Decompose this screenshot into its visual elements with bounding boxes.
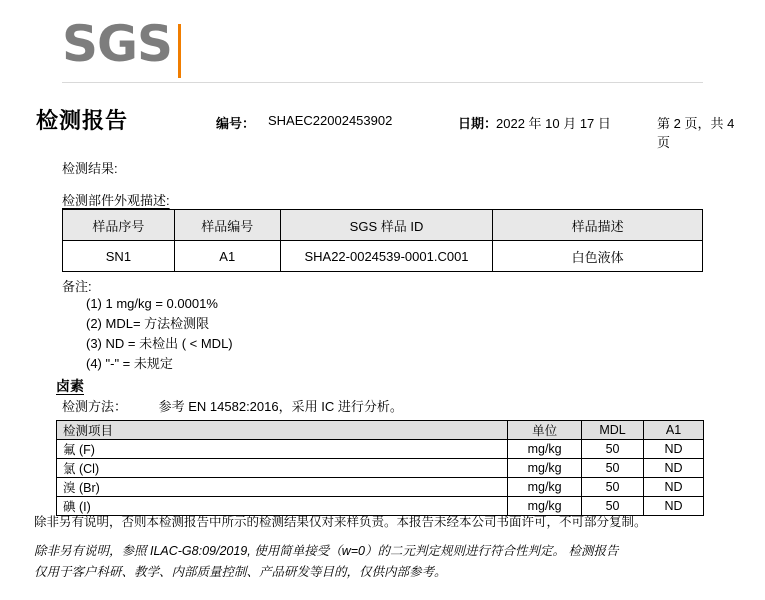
cell-mdl: 50 [582, 478, 644, 497]
report-number-value: SHAEC22002453902 [268, 113, 393, 128]
halogen-section-heading: 卤素 [56, 378, 84, 394]
cell-unit: mg/kg [508, 440, 582, 459]
table-row [63, 241, 703, 272]
table-row [57, 459, 704, 478]
test-method-value: 参考 EN 14582:2016，采用 IC 进行分析。 [158, 399, 403, 414]
footer-line-1: 除非另有说明，否则本检测报告中所示的检测结果仅对来样负责。本报告未经本公司书面许可，不可部分复制。 [34, 515, 647, 529]
test-method-label: 检测方法： [62, 399, 128, 414]
footer-line-2: 除非另有说明，参照 ILAC-G8:09/2019, 使用简单接受（w=0）的二元判定规则进行符合性判定。 检测报告 [34, 544, 619, 558]
cell-mdl: 50 [582, 497, 644, 516]
cell-sgs-sample-id: SHA22-0024539-0001.C001 [280, 241, 493, 272]
cell-result: ND [644, 478, 704, 497]
column-header-a1: A1 [644, 421, 704, 440]
appearance-section-heading: 检测部件外观描述: [62, 193, 170, 208]
results-label: 检测结果: [62, 161, 118, 176]
table-header-row [57, 421, 704, 440]
footer-line-3: 仅用于客户科研、教学、内部质量控制、产品研发等目的，仅供内部参考。 [34, 565, 447, 579]
column-header-mdl: MDL [582, 421, 644, 440]
cell-sample-desc: 白色液体 [493, 241, 703, 272]
column-header-sgs-sample-id: SGS 样品 ID [280, 210, 493, 241]
sample-description-table [62, 209, 703, 272]
cell-sample-no: SN1 [63, 241, 175, 272]
note-item: (1) 1 mg/kg = 0.0001% [86, 296, 218, 311]
page-title: 检测报告 [36, 108, 129, 133]
cell-result: ND [644, 459, 704, 478]
column-header-sample-code: 样品编号 [174, 210, 280, 241]
sgs-logo-text: SGS [62, 15, 173, 73]
cell-mdl: 50 [582, 440, 644, 459]
table-row [57, 478, 704, 497]
cell-test-item: 溴 (Br) [57, 478, 508, 497]
halogen-results-table [56, 420, 704, 516]
column-header-sample-desc: 样品描述 [493, 210, 703, 241]
date-label: 日期： [458, 116, 498, 131]
sgs-logo [62, 15, 192, 74]
cell-test-item: 氟 (F) [57, 440, 508, 459]
header-divider [62, 82, 703, 83]
cell-unit: mg/kg [508, 459, 582, 478]
cell-unit: mg/kg [508, 497, 582, 516]
note-item: (4) "-" = 未规定 [86, 356, 173, 371]
note-item: (2) MDL= 方法检测限 [86, 316, 210, 331]
cell-mdl: 50 [582, 459, 644, 478]
column-header-test-item: 检测项目 [57, 421, 508, 440]
cell-test-item: 碘 (I) [57, 497, 508, 516]
date-value: 2022 年 10 月 17 日 [496, 116, 611, 131]
cell-result: ND [644, 497, 704, 516]
test-method-row [62, 396, 403, 415]
table-header-row [63, 210, 703, 241]
column-header-unit: 单位 [508, 421, 582, 440]
sgs-logo-accent-bar [178, 24, 181, 78]
notes-label: 备注: [62, 279, 92, 294]
page-number: 第 2 页，共 4 页 [657, 116, 735, 150]
cell-result: ND [644, 440, 704, 459]
notes-list [86, 294, 233, 374]
report-number-label: 编号： [216, 116, 256, 131]
footer-disclaimer [34, 512, 734, 583]
cell-unit: mg/kg [508, 478, 582, 497]
title-row [36, 104, 736, 150]
cell-sample-code: A1 [174, 241, 280, 272]
note-item: (3) ND = 未检出 ( < MDL) [86, 336, 233, 351]
column-header-sample-no: 样品序号 [63, 210, 175, 241]
table-row [57, 440, 704, 459]
cell-test-item: 氯 (Cl) [57, 459, 508, 478]
